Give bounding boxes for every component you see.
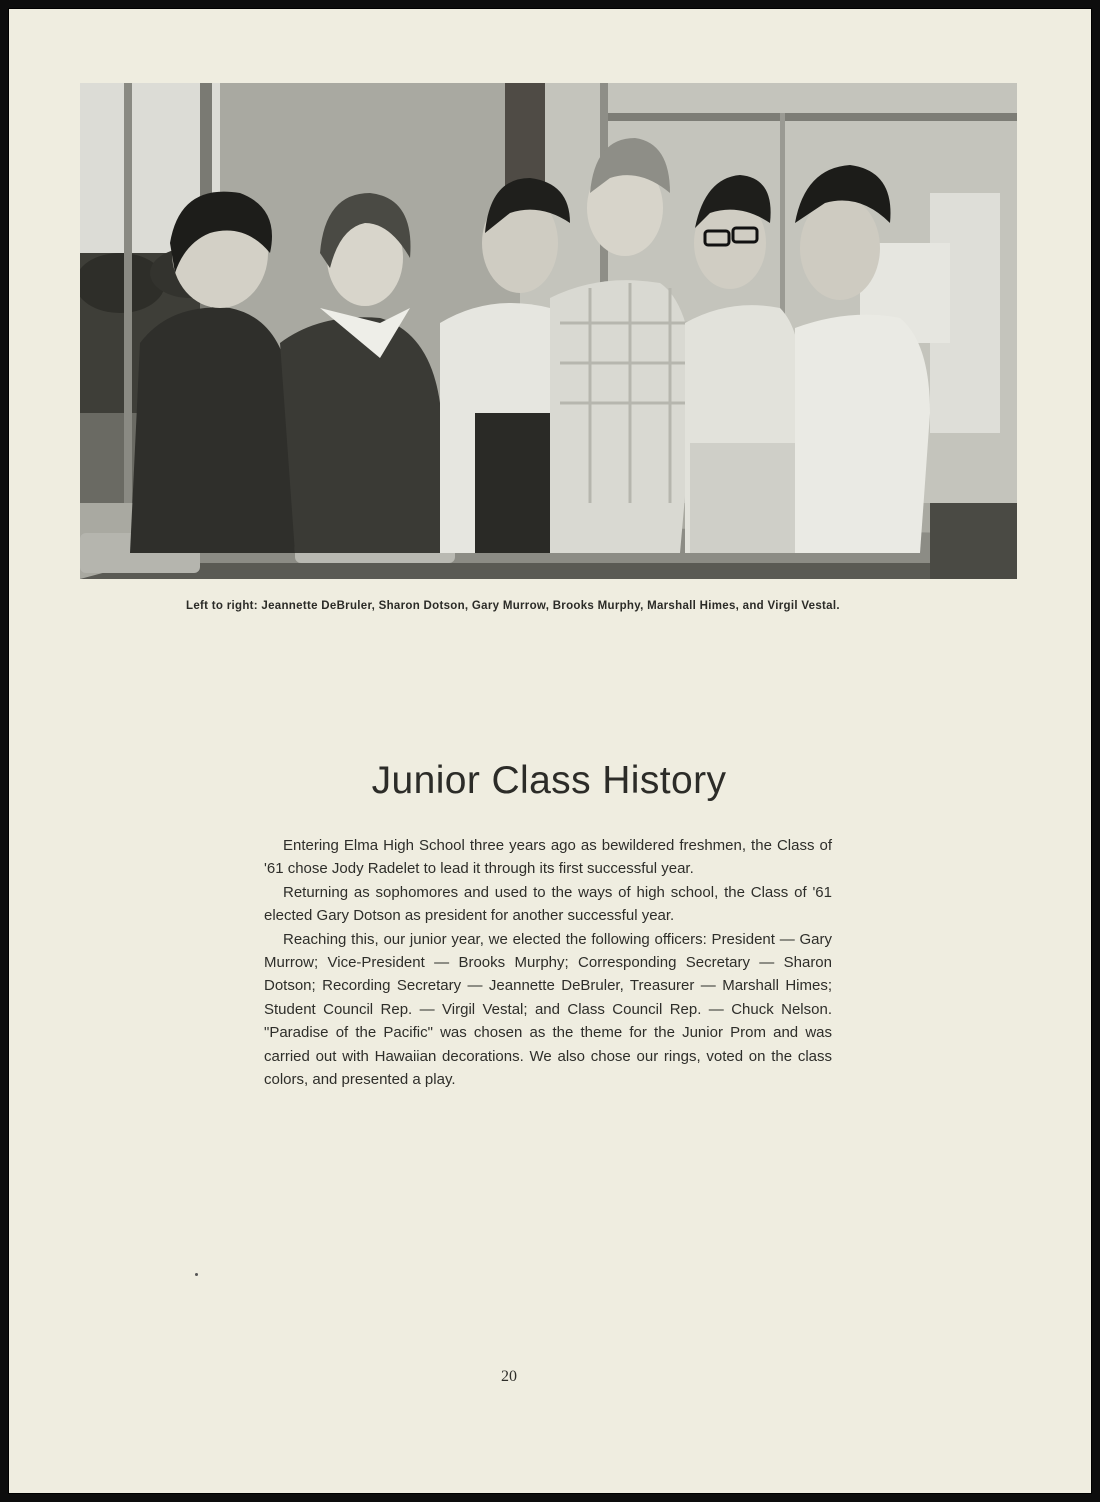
yearbook-page bbox=[8, 8, 1092, 1494]
print-speck bbox=[195, 1273, 198, 1276]
page-title: Junior Class History bbox=[371, 759, 727, 802]
article-body bbox=[264, 834, 832, 1091]
article-paragraph: Reaching this, our junior year, we elected the following officers: President — Gary Murrow; Vice-President — Brooks Murphy; Corresponding Secretary — Sharon Dotson; Recording Secretary — Jeannette DeBruler, Treasurer — Marshall Himes; Student Council Rep. — Virgil Vestal; and Class Council Rep. — Chuck Nelson. "Paradise of the Pacific" was chosen as the theme for the Junior Prom and was carried out with Hawaiian decorations. We also chose our rings, voted on the class colors, and presented a play. bbox=[264, 930, 832, 1089]
photo-caption: Left to right: Jeannette DeBruler, Sharon Dotson, Gary Murrow, Brooks Murphy, Marshall Himes, and Virgil Vestal. bbox=[186, 600, 840, 612]
page-number: 20 bbox=[501, 1368, 517, 1385]
class-officers-photo-illustration bbox=[80, 83, 1017, 579]
class-officers-photo bbox=[80, 83, 1017, 579]
article-paragraph: Returning as sophomores and used to the ways of high school, the Class of '61 elected Gary Dotson as president for another successful year. bbox=[264, 883, 832, 925]
article-paragraph: Entering Elma High School three years ago as bewildered freshmen, the Class of '61 chose Jody Radelet to lead it through its first successful year. bbox=[264, 837, 832, 878]
